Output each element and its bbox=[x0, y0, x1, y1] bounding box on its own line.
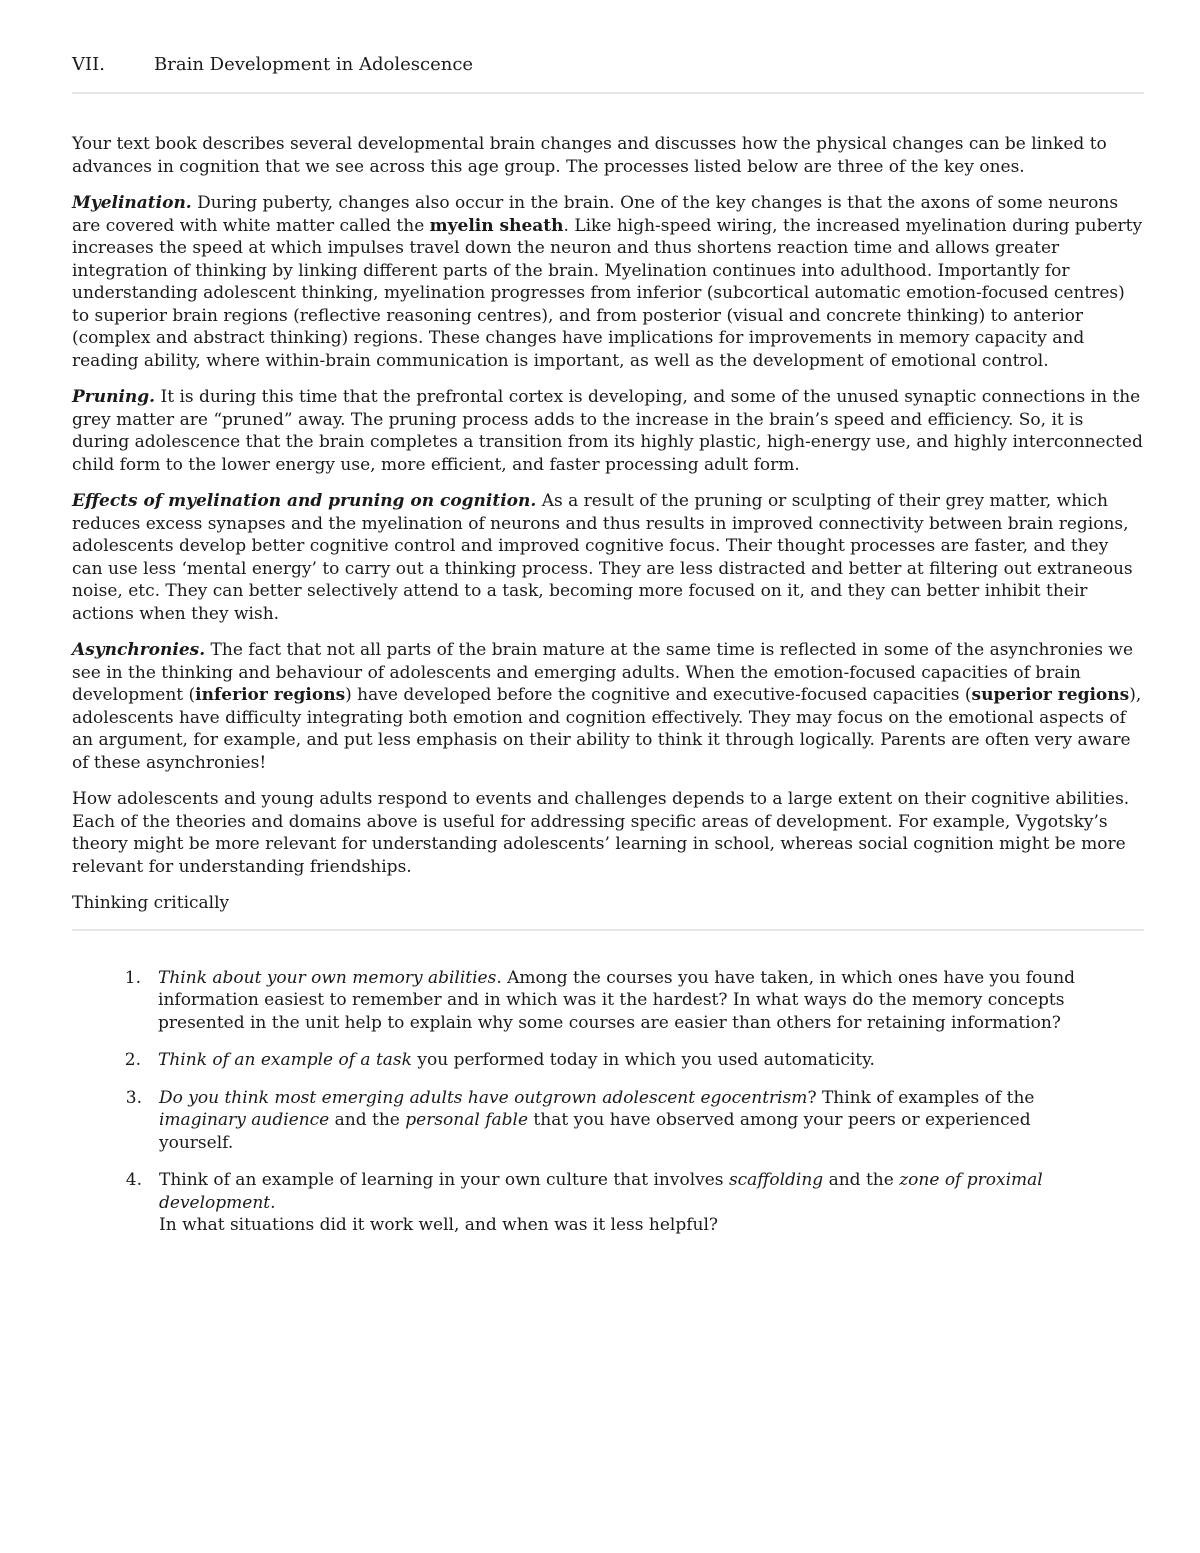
closing-paragraph: How adolescents and young adults respond to events and challenges depends to a large extent on their cognitive abilities. Each of the theories and domains above is useful for addressing specific areas of development. For example, Vygotsky’s theory might be more relevant for understanding adolescents’ learning in school, whereas social cognition might be more relevant for understanding friendships. bbox=[72, 789, 1130, 877]
asynchronies-text-2: ) have developed before the cognitive and executive-focused capacities ( bbox=[345, 685, 972, 705]
question-number: 4. bbox=[125, 1170, 142, 1190]
pruning-paragraph bbox=[72, 386, 1144, 476]
list-item bbox=[72, 1087, 1144, 1155]
question-text: Think of an example of learning in your own culture that involves bbox=[159, 1170, 729, 1190]
myelination-lead: Myelination. bbox=[72, 193, 192, 213]
myelination-text-1: During puberty, changes also occur in the brain. One of the key changes is that the axons of some neurons are covered with white matter called the bbox=[72, 193, 1119, 236]
list-item bbox=[72, 1169, 1144, 1237]
asynchronies-text-1: The fact that not all parts of the brain mature at the same time is reflected in some of the asynchronies we see in the thinking and behaviour of adolescents and emerging adults. When the emotion-focused capacities of brain development ( bbox=[72, 640, 1134, 705]
pruning-lead: Pruning. bbox=[72, 387, 156, 407]
question-followup: In what situations did it work well, and when was it less helpful? bbox=[159, 1215, 719, 1235]
thinking-divider bbox=[72, 929, 1144, 931]
question-number: 1. bbox=[124, 967, 142, 988]
inferior-regions-term: inferior regions bbox=[195, 685, 346, 705]
question-italic: Do you think most emerging adults have outgrown adolescent egocentrism bbox=[159, 1087, 808, 1108]
question-text: that you have observed among your peers or experienced yourself. bbox=[159, 1110, 1031, 1153]
question-text: ? Think of examples of the bbox=[807, 1087, 1035, 1108]
heading-divider bbox=[72, 92, 1144, 94]
imaginary-audience-term: imaginary audience bbox=[159, 1110, 330, 1130]
thinking-critically-heading: Thinking critically bbox=[72, 893, 230, 913]
question-body bbox=[158, 967, 1144, 1035]
document-page bbox=[72, 52, 1144, 1252]
question-text: and the bbox=[823, 1170, 900, 1190]
effects-lead: Effects of myelination and pruning on cognition. bbox=[72, 491, 537, 511]
question-italic: Think of an example of a task bbox=[158, 1050, 412, 1070]
questions-list bbox=[72, 967, 1144, 1237]
personal-fable-term: personal fable bbox=[405, 1110, 529, 1130]
question-body bbox=[158, 1049, 1144, 1072]
list-item bbox=[72, 967, 1144, 1035]
question-body bbox=[159, 1087, 1099, 1155]
question-number: 2. bbox=[124, 1050, 142, 1070]
question-body bbox=[159, 1169, 1099, 1237]
myelination-text-2: . Like high-speed wiring, the increased myelination during puberty increases the speed at which impulses travel down the neuron and thus shortens reaction time and allows greater integration of thinking by linking different parts of the brain. Myelination continues into adulthood. Importantly for understanding adolescent thinking, myelination progresses from inferior (subcortical automatic emotion-focused centres) to superior brain regions (reflective reasoning centres), and from posterior (visual and concrete thinking) to anterior (complex and abstract thinking) regions. These changes have implications for improvements in memory capacity and reading ability, where within-brain communication is important, as well as the development of emotional control. bbox=[72, 215, 1143, 371]
intro-paragraph: Your text book describes several developmental brain changes and discusses how the physical changes can be linked to advances in cognition that we see across this age group. The processes listed below are three of the key ones. bbox=[72, 134, 1107, 177]
question-text: and the bbox=[329, 1110, 406, 1130]
question-italic: Think about your own memory abilities bbox=[158, 967, 497, 988]
asynchronies-paragraph bbox=[72, 639, 1144, 774]
list-item bbox=[72, 1049, 1144, 1072]
question-text: you performed today in which you used automaticity. bbox=[411, 1050, 875, 1070]
myelin-sheath-term: myelin sheath bbox=[429, 215, 564, 236]
asynchronies-text-3: ), adolescents have difficulty integrating both emotion and cognition effectively. They may focus on the emotional aspects of an argument, for example, and put less emphasis on their ability to think it through logically. Parents are often very aware of these asynchronies! bbox=[72, 685, 1142, 773]
effects-text: As a result of the pruning or sculpting of their grey matter, which reduces excess synapses and the myelination of neurons and thus results in improved connectivity between brain regions, adolescents develop better cognitive control and improved cognitive focus. Their thought processes are faster, and they can use less ‘mental energy’ to carry out a thinking process. They are less distracted and better at filtering out extraneous noise, etc. They can better selectively attend to a task, becoming more focused on it, and they can better inhibit their actions when they wish. bbox=[72, 491, 1133, 624]
superior-regions-term: superior regions bbox=[971, 685, 1130, 705]
question-text: . bbox=[270, 1192, 276, 1213]
scaffolding-term: scaffolding bbox=[728, 1170, 824, 1190]
pruning-text: It is during this time that the prefrontal cortex is developing, and some of the unused synaptic connections in the grey matter are “pruned” away. The pruning process adds to the increase in the brain’s speed and efficiency. So, it is during adolescence that the brain completes a transition from its highly plastic, high-energy use, and highly interconnected child form to the lower energy use, more efficient, and faster processing adult form. bbox=[72, 387, 1143, 475]
asynchronies-lead: Asynchronies. bbox=[72, 640, 206, 660]
question-text: . Among the courses you have taken, in which ones have you found information easiest to remember and in which was it the hardest? In what ways do the memory concepts presented in the unit help to explain why some courses are easier than others for retaining information? bbox=[158, 967, 1076, 1033]
myelination-paragraph bbox=[72, 192, 1144, 372]
question-number: 3. bbox=[125, 1087, 142, 1108]
section-title: Brain Development in Adolescence bbox=[154, 54, 474, 75]
section-heading bbox=[72, 52, 1144, 78]
section-number: VII. bbox=[72, 54, 105, 75]
zone-of-proximal-development-term: zone of proximal development bbox=[159, 1170, 1043, 1213]
effects-paragraph bbox=[72, 490, 1144, 625]
